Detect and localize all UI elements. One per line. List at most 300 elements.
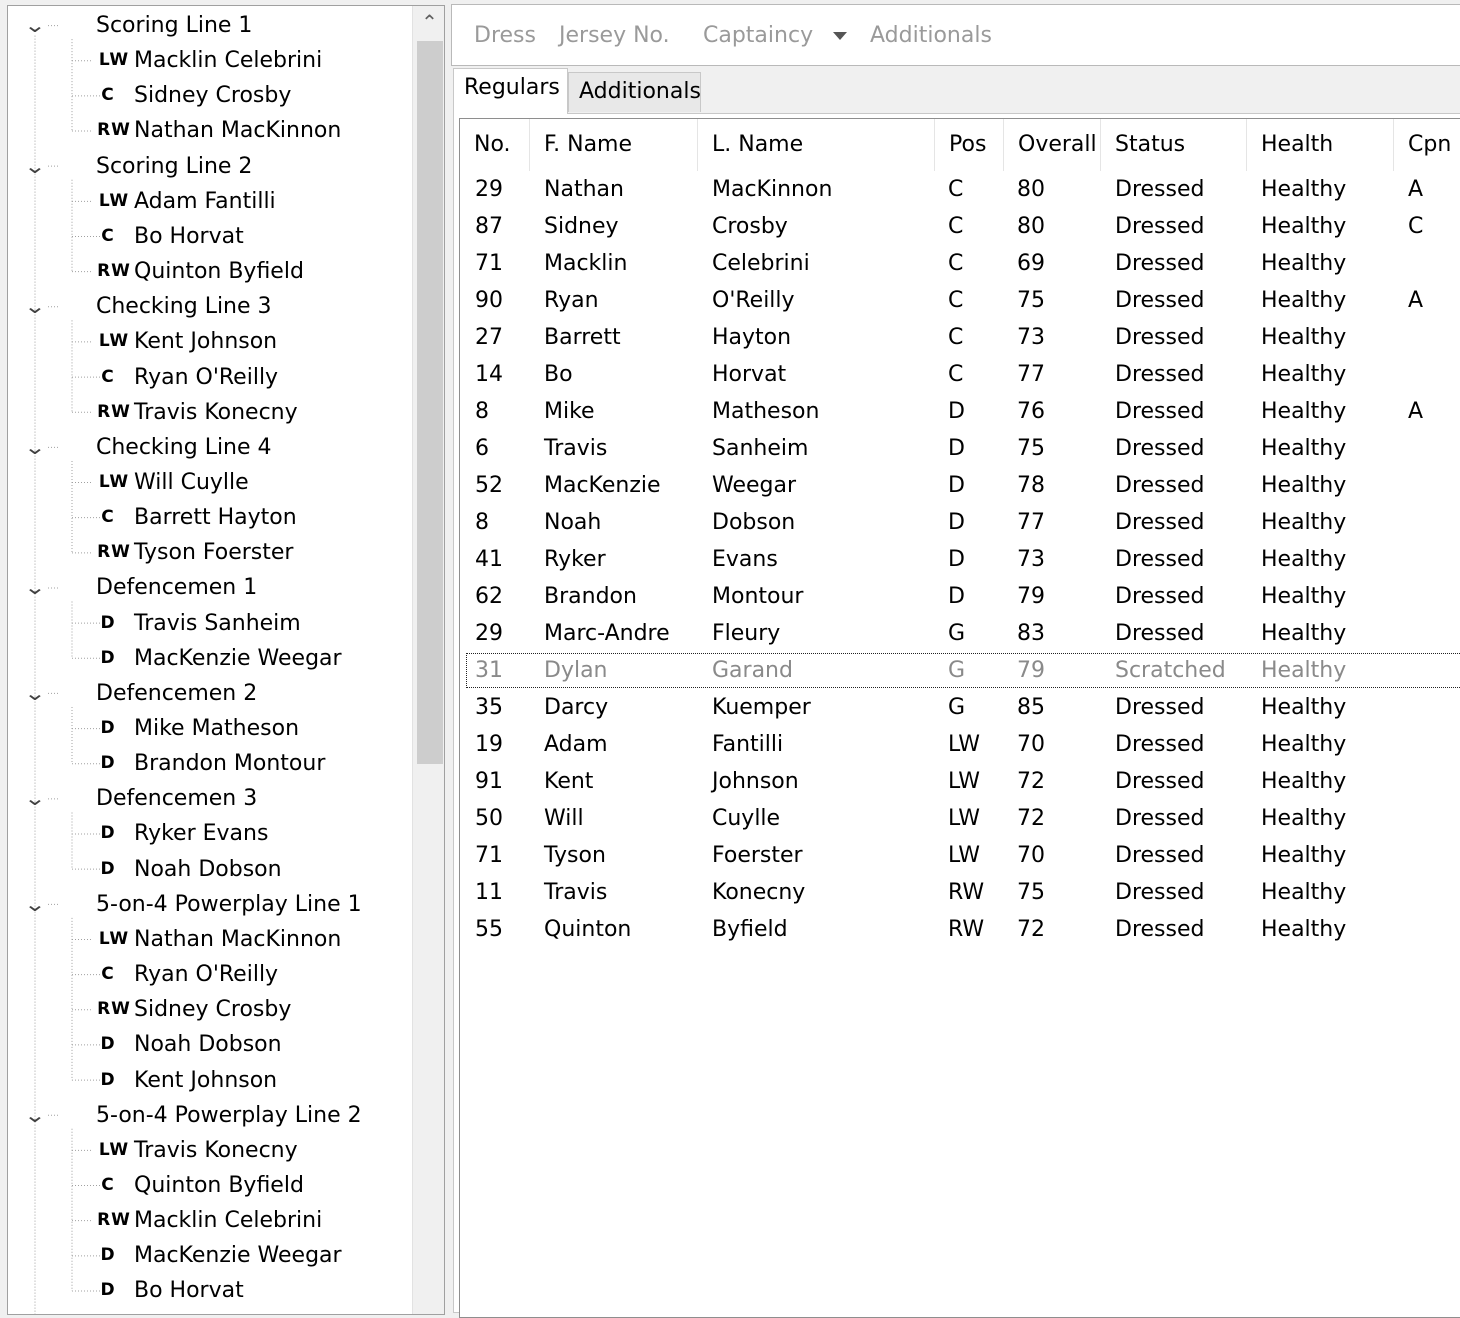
table-header	[460, 119, 1460, 171]
table-cell: Dressed	[1115, 547, 1205, 572]
player-name: Macklin Celebrini	[134, 48, 323, 74]
position-code: D	[100, 612, 116, 633]
table-cell: Healthy	[1261, 621, 1347, 646]
table-cell: Johnson	[712, 769, 799, 794]
player-name: Bo Horvat	[134, 1278, 244, 1304]
group-label: Scoring Line 1	[96, 13, 253, 38]
tree-group[interactable]	[8, 289, 408, 324]
toolbar	[451, 4, 1460, 66]
tree-player[interactable]	[8, 78, 408, 113]
table-cell: 72	[1017, 769, 1045, 794]
table-cell: A	[1408, 177, 1424, 202]
tree-player[interactable]	[8, 360, 408, 395]
table-cell: Healthy	[1261, 362, 1347, 387]
table-cell: D	[948, 399, 965, 424]
table-cell: Fleury	[712, 621, 781, 646]
table-cell: 77	[1017, 362, 1045, 387]
table-cell: Dressed	[1115, 436, 1205, 461]
position-code: C	[101, 1174, 115, 1195]
group-label: Checking Line 3	[96, 294, 272, 320]
table-cell: Healthy	[1261, 473, 1347, 498]
chevron-down-icon[interactable]: ⌄	[23, 575, 47, 600]
table-cell: 71	[475, 843, 503, 868]
tree-player[interactable]	[8, 219, 408, 254]
table-cell: 6	[475, 436, 489, 461]
table-cell: Barrett	[544, 325, 621, 350]
tree-player[interactable]	[8, 1203, 408, 1238]
table-cell: Crosby	[712, 214, 788, 239]
table-cell: 79	[1017, 584, 1045, 609]
table-cell: D	[948, 584, 965, 609]
table-row[interactable]	[460, 504, 1460, 541]
table-cell: Matheson	[712, 399, 820, 424]
tree-group[interactable]	[8, 1098, 408, 1133]
table-cell: G	[948, 695, 966, 720]
table-cell: 50	[475, 806, 503, 831]
table-cell: 70	[1017, 732, 1045, 757]
table-cell: C	[948, 362, 964, 387]
table-cell: G	[948, 658, 966, 683]
player-name: Adam Fantilli	[134, 188, 276, 214]
tree-player[interactable]	[8, 816, 408, 851]
player-name: Noah Dobson	[134, 1032, 282, 1058]
position-code: RW	[97, 1210, 131, 1231]
position-code: D	[100, 858, 116, 879]
group-label: Scoring Line 2	[96, 153, 253, 179]
table-cell: Darcy	[544, 695, 609, 720]
table-cell: Adam	[544, 732, 608, 757]
captaincy-dropdown-icon[interactable]	[833, 32, 847, 40]
player-name: Brandon Montour	[134, 751, 326, 777]
column-header[interactable]: Cpn	[1394, 119, 1460, 171]
table-cell: D	[948, 547, 965, 572]
chevron-down-icon[interactable]: ⌄	[23, 891, 47, 916]
table-cell: 90	[475, 288, 503, 313]
player-name: Travis Konecny	[134, 1137, 298, 1163]
table-cell: LW	[948, 732, 980, 757]
tree-player[interactable]	[8, 184, 408, 219]
position-code: D	[100, 718, 116, 738]
table-cell: MacKenzie	[544, 473, 661, 498]
position-code: RW	[97, 999, 131, 1020]
table-cell: Quinton	[544, 917, 632, 942]
position-code: D	[100, 1034, 116, 1055]
tree-group[interactable]	[8, 781, 408, 816]
table-cell: 71	[475, 251, 503, 276]
tree-player[interactable]	[8, 1273, 408, 1308]
tree-player[interactable]	[8, 922, 408, 957]
table-row[interactable]	[460, 578, 1460, 615]
tree-player[interactable]	[8, 641, 408, 676]
tree-player[interactable]	[8, 852, 408, 887]
additionals-button[interactable]: Additionals	[870, 23, 992, 48]
chevron-down-icon[interactable]: ⌄	[23, 434, 47, 459]
tree-player[interactable]	[8, 1168, 408, 1203]
table-cell: 87	[475, 214, 503, 239]
table-cell: Evans	[712, 547, 778, 572]
table-row[interactable]	[460, 467, 1460, 504]
table-row[interactable]	[460, 615, 1460, 652]
tree-group[interactable]	[8, 149, 408, 184]
position-code: D	[100, 1069, 116, 1090]
tree-player[interactable]	[8, 992, 408, 1027]
position-code: RW	[97, 120, 131, 141]
player-name: Travis Konecny	[134, 399, 298, 425]
table-cell: Brandon	[544, 584, 637, 609]
table-cell: Byfield	[712, 917, 788, 942]
table-cell: Macklin	[544, 251, 628, 276]
player-name: Sidney Crosby	[134, 997, 292, 1023]
table-cell: Healthy	[1261, 547, 1347, 572]
player-name: Macklin Celebrini	[134, 1208, 323, 1234]
player-name: Ryan O'Reilly	[134, 962, 279, 988]
table-cell: 75	[1017, 880, 1045, 905]
roster-table[interactable]	[459, 118, 1460, 1318]
tree-group[interactable]	[8, 887, 408, 922]
player-name: Kent Johnson	[134, 329, 278, 355]
player-name: Ryan O'Reilly	[134, 364, 279, 390]
tree-player[interactable]	[8, 535, 408, 570]
table-cell: Dressed	[1115, 177, 1205, 202]
table-cell: Noah	[544, 510, 602, 535]
table-cell: Scratched	[1115, 658, 1226, 683]
player-name: Noah Dobson	[134, 856, 282, 882]
table-cell: 72	[1017, 806, 1045, 831]
table-cell: Mike	[544, 399, 595, 424]
table-cell: 85	[1017, 695, 1045, 720]
table-cell: D	[948, 510, 965, 535]
table-cell: Dressed	[1115, 732, 1205, 757]
table-cell: 79	[1017, 658, 1045, 683]
player-name: Quinton Byfield	[134, 259, 304, 285]
table-cell: Healthy	[1261, 695, 1347, 720]
dress-button[interactable]: Dress	[474, 23, 536, 48]
table-cell: 29	[475, 177, 503, 202]
table-row[interactable]	[460, 800, 1460, 837]
table-cell: Healthy	[1261, 177, 1347, 202]
table-cell: MacKinnon	[712, 177, 833, 202]
table-cell: 8	[475, 510, 489, 535]
table-cell: 80	[1017, 177, 1045, 202]
table-cell: Healthy	[1261, 732, 1347, 757]
table-cell: LW	[948, 806, 980, 831]
table-row[interactable]	[460, 689, 1460, 726]
tree-group[interactable]	[8, 570, 408, 605]
tab-additionals[interactable]: Additionals	[568, 72, 701, 112]
position-code: C	[101, 964, 115, 985]
table-cell: Kent	[544, 769, 594, 794]
tree-player[interactable]	[8, 1063, 408, 1098]
table-row[interactable]	[465, 652, 1460, 689]
table-cell: Dressed	[1115, 251, 1205, 276]
table-cell: Travis	[544, 436, 608, 461]
table-cell: Healthy	[1261, 399, 1347, 424]
tree-player[interactable]	[8, 746, 408, 781]
position-code: D	[100, 823, 116, 844]
group-label: Defencemen 2	[96, 680, 258, 706]
table-row[interactable]	[460, 763, 1460, 800]
table-cell: 11	[475, 880, 503, 905]
table-cell: Dressed	[1115, 584, 1205, 609]
table-cell: Montour	[712, 584, 804, 609]
player-name: MacKenzie Weegar	[134, 1243, 342, 1269]
table-cell: 91	[475, 769, 503, 794]
player-name: Sidney Crosby	[134, 83, 292, 109]
table-cell: C	[948, 251, 964, 276]
column-header[interactable]: Overall	[1004, 119, 1101, 171]
table-cell: Dressed	[1115, 769, 1205, 794]
position-code: D	[100, 1245, 116, 1266]
tree-scrollbar[interactable]	[412, 6, 445, 1315]
player-name: Nathan MacKinnon	[134, 926, 342, 952]
table-row[interactable]	[460, 430, 1460, 467]
table-cell: Dressed	[1115, 806, 1205, 831]
player-name: Tyson Foerster	[134, 540, 294, 566]
table-cell: G	[948, 621, 966, 646]
position-code: LW	[98, 50, 130, 71]
tree-player[interactable]	[8, 1238, 408, 1273]
table-cell: Dressed	[1115, 843, 1205, 868]
table-cell: Ryan	[544, 288, 599, 313]
column-header[interactable]: F. Name	[530, 119, 698, 171]
table-cell: 69	[1017, 251, 1045, 276]
table-cell: Will	[544, 806, 584, 831]
player-name: Nathan MacKinnon	[134, 118, 342, 144]
table-row[interactable]	[460, 393, 1460, 430]
chevron-down-icon[interactable]: ⌄	[23, 294, 47, 319]
table-cell: 55	[475, 917, 503, 942]
table-cell: Dobson	[712, 510, 796, 535]
tree-player[interactable]	[8, 606, 408, 641]
chevron-down-icon[interactable]: ⌄	[23, 786, 47, 811]
table-cell: Konecny	[712, 880, 806, 905]
table-cell: Dressed	[1115, 362, 1205, 387]
table-cell: Dressed	[1115, 917, 1205, 942]
tree-player[interactable]	[8, 500, 408, 535]
table-row[interactable]	[460, 356, 1460, 393]
table-cell: Healthy	[1261, 510, 1347, 535]
table-cell: RW	[948, 880, 985, 905]
tree-player[interactable]	[8, 113, 408, 148]
table-row[interactable]	[460, 874, 1460, 911]
position-code: D	[100, 647, 116, 668]
table-cell: 80	[1017, 214, 1045, 239]
table-cell: Nathan	[544, 177, 624, 202]
table-cell: 35	[475, 695, 503, 720]
table-row[interactable]	[460, 171, 1460, 208]
table-cell: Dressed	[1115, 621, 1205, 646]
tab-regulars[interactable]: Regulars	[453, 68, 568, 114]
table-cell: Healthy	[1261, 251, 1347, 276]
table-row[interactable]	[460, 319, 1460, 356]
player-name: Quinton Byfield	[134, 1172, 304, 1198]
tree-player[interactable]	[8, 1133, 408, 1168]
jersey-number-button[interactable]: Jersey No.	[559, 23, 670, 48]
table-cell: Dressed	[1115, 288, 1205, 313]
table-cell: 29	[475, 621, 503, 646]
table-cell: A	[1408, 399, 1424, 424]
table-cell: Sanheim	[712, 436, 809, 461]
table-cell: D	[948, 473, 965, 498]
table-cell: 41	[475, 547, 503, 572]
tree-group[interactable]	[8, 8, 408, 43]
table-cell: C	[948, 325, 964, 350]
column-header[interactable]: No.	[460, 119, 530, 171]
chevron-down-icon[interactable]: ⌄	[23, 1102, 47, 1127]
table-cell: 73	[1017, 547, 1045, 572]
table-cell: O'Reilly	[712, 288, 795, 313]
captaincy-button[interactable]: Captaincy	[703, 23, 814, 48]
table-cell: 75	[1017, 436, 1045, 461]
table-row[interactable]	[460, 726, 1460, 763]
table-cell: Hayton	[712, 325, 792, 350]
group-label: Defencemen 1	[96, 575, 258, 601]
table-cell: Dressed	[1115, 695, 1205, 720]
tree-player[interactable]	[8, 254, 408, 289]
table-cell: Dressed	[1115, 473, 1205, 498]
chevron-down-icon[interactable]: ⌄	[23, 153, 47, 178]
table-cell: LW	[948, 843, 980, 868]
player-name: Barrett Hayton	[134, 505, 297, 531]
table-cell: 31	[475, 658, 503, 683]
table-cell: Garand	[712, 658, 793, 683]
tree-player[interactable]	[8, 43, 408, 78]
group-label: Defencemen 3	[96, 786, 258, 812]
table-cell: 14	[475, 362, 503, 387]
table-cell: D	[948, 436, 965, 461]
table-cell: Healthy	[1261, 584, 1347, 609]
player-name: Bo Horvat	[134, 223, 244, 249]
position-code: LW	[98, 928, 130, 949]
tree-group[interactable]	[8, 430, 408, 465]
tree-player[interactable]	[8, 957, 408, 992]
table-cell: Dressed	[1115, 214, 1205, 239]
table-cell: C	[948, 214, 964, 239]
table-cell: Dressed	[1115, 325, 1205, 350]
table-cell: 19	[475, 732, 503, 757]
table-cell: Horvat	[712, 362, 787, 387]
table-cell: C	[948, 288, 964, 313]
table-cell: Sidney	[544, 214, 619, 239]
table-cell: Healthy	[1261, 325, 1347, 350]
position-code: RW	[97, 261, 131, 282]
table-cell: 75	[1017, 288, 1045, 313]
table-cell: Dressed	[1115, 510, 1205, 535]
position-code: C	[101, 225, 115, 246]
player-name: Ryker Evans	[134, 821, 269, 847]
table-cell: 62	[475, 584, 503, 609]
table-cell: 76	[1017, 399, 1045, 424]
table-row[interactable]	[460, 541, 1460, 578]
table-cell: 27	[475, 325, 503, 350]
table-cell: Dressed	[1115, 399, 1205, 424]
scroll-up-icon[interactable]: ⌃	[421, 10, 438, 34]
table-cell: 73	[1017, 325, 1045, 350]
position-code: RW	[97, 542, 131, 563]
position-code: C	[101, 366, 115, 387]
table-row[interactable]	[460, 245, 1460, 282]
tree-player[interactable]	[8, 711, 408, 746]
table-cell: Cuylle	[712, 806, 781, 831]
position-code: D	[100, 1280, 116, 1301]
player-name: Travis Sanheim	[134, 610, 301, 636]
table-cell: C	[948, 177, 964, 202]
chevron-down-icon[interactable]: ⌄	[23, 13, 47, 37]
table-cell: A	[1408, 288, 1424, 313]
tree-player[interactable]	[8, 465, 408, 500]
table-cell: 72	[1017, 917, 1045, 942]
table-row[interactable]	[460, 208, 1460, 245]
table-cell: Healthy	[1261, 917, 1347, 942]
table-row[interactable]	[460, 911, 1460, 948]
table-cell: Tyson	[544, 843, 606, 868]
table-cell: Ryker	[544, 547, 606, 572]
table-cell: Healthy	[1261, 288, 1347, 313]
column-header[interactable]: L. Name	[698, 119, 935, 171]
position-code: LW	[98, 471, 130, 492]
table-row[interactable]	[460, 837, 1460, 874]
table-cell: Dressed	[1115, 880, 1205, 905]
player-name: Will Cuylle	[134, 469, 249, 495]
group-label: Checking Line 4	[96, 434, 272, 460]
column-header[interactable]: Pos	[935, 119, 1004, 171]
position-code: LW	[98, 1139, 130, 1160]
tree-group[interactable]	[8, 676, 408, 711]
table-cell: Healthy	[1261, 769, 1347, 794]
table-cell: Healthy	[1261, 214, 1347, 239]
chevron-down-icon[interactable]: ⌄	[23, 680, 47, 705]
table-cell: Healthy	[1261, 436, 1347, 461]
tree-player[interactable]	[8, 324, 408, 359]
table-cell: Healthy	[1261, 658, 1347, 683]
position-code: D	[100, 753, 116, 774]
position-code: LW	[98, 190, 130, 211]
table-cell: C	[1408, 214, 1424, 239]
position-code: C	[101, 85, 115, 106]
tree-player[interactable]	[8, 395, 408, 430]
table-cell: Healthy	[1261, 806, 1347, 831]
group-label: 5-on-4 Powerplay Line 1	[96, 891, 362, 917]
table-cell: Fantilli	[712, 732, 784, 757]
position-code: RW	[97, 401, 131, 422]
position-code: C	[101, 507, 115, 528]
lines-tree[interactable]	[7, 5, 445, 1315]
table-cell: Weegar	[712, 473, 797, 498]
group-label: 5-on-4 Powerplay Line 2	[96, 1102, 362, 1128]
table-cell: Marc-Andre	[544, 621, 670, 646]
table-row[interactable]	[460, 282, 1460, 319]
player-name: MacKenzie Weegar	[134, 645, 342, 671]
table-cell: 83	[1017, 621, 1045, 646]
table-cell: Celebrini	[712, 251, 810, 276]
column-header[interactable]: Health	[1247, 119, 1394, 171]
column-header[interactable]: Status	[1101, 119, 1247, 171]
table-cell: LW	[948, 769, 980, 794]
table-cell: Foerster	[712, 843, 803, 868]
table-cell: 77	[1017, 510, 1045, 535]
table-cell: Healthy	[1261, 880, 1347, 905]
table-cell: 78	[1017, 473, 1045, 498]
position-code: LW	[98, 331, 130, 352]
table-cell: RW	[948, 917, 985, 942]
player-name: Mike Matheson	[134, 716, 300, 741]
table-cell: Bo	[544, 362, 573, 387]
table-cell: Healthy	[1261, 843, 1347, 868]
tree-scroll-thumb[interactable]	[417, 41, 443, 764]
tree-player[interactable]	[8, 1027, 408, 1062]
table-cell: 8	[475, 399, 489, 424]
player-name: Kent Johnson	[134, 1067, 278, 1093]
